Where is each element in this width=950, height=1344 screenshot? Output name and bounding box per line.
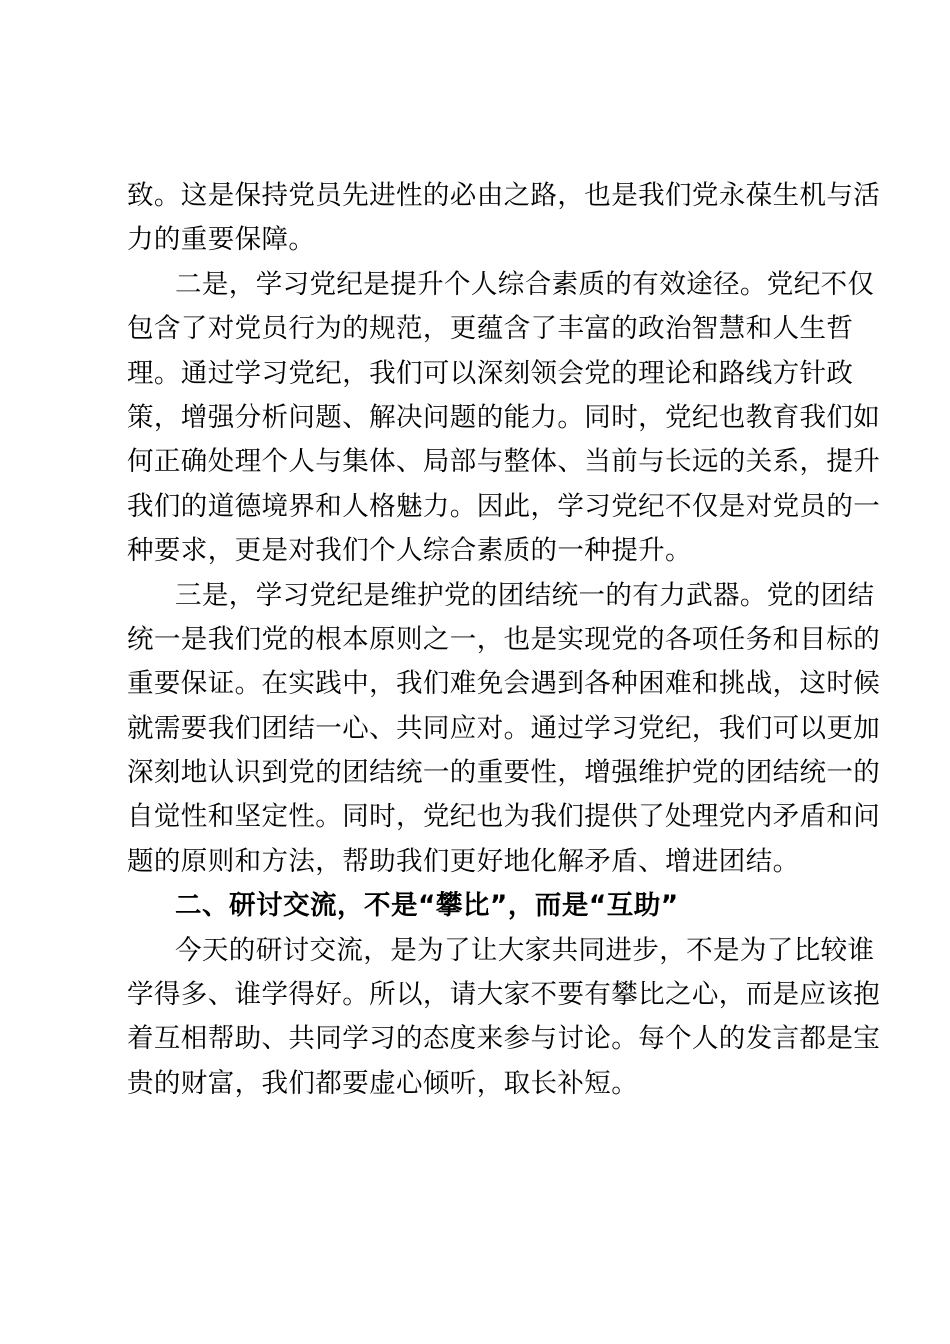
paragraph-third-point (127, 574, 881, 885)
document-body (127, 174, 881, 1106)
paragraph-discussion (127, 929, 881, 1107)
text-line: 我们的道德境界和人格魅力。因此，学习党纪不仅是对党员的一 (127, 490, 881, 522)
text-line: 着互相帮助、共同学习的态度来参与讨论。每个人的发言都是宝 (127, 1023, 881, 1055)
text-line: 深刻地认识到党的团结统一的重要性，增强维护党的团结统一的 (127, 757, 881, 789)
text-line: 就需要我们团结一心、共同应对。通过学习党纪，我们可以更加 (127, 712, 881, 744)
text-line: 今天的研讨交流，是为了让大家共同进步，不是为了比较谁 (175, 934, 875, 966)
text-line: 致。这是保持党员先进性的必由之路，也是我们党永葆生机与活 (127, 180, 881, 211)
text-line: 自觉性和坚定性。同时，党纪也为我们提供了处理党内矛盾和问 (127, 801, 881, 833)
text-line: 题的原则和方法，帮助我们更好地化解矛盾、增进团结。 (127, 845, 800, 877)
text-line: 二是，学习党纪是提升个人综合素质的有效途径。党纪不仅 (175, 268, 875, 300)
paragraph-continuation (127, 174, 881, 263)
text-line: 策，增强分析问题、解决问题的能力。同时，党纪也教育我们如 (127, 401, 881, 433)
text-line: 三是，学习党纪是维护党的团结统一的有力武器。党的团结 (175, 579, 875, 611)
text-line: 理。通过学习党纪，我们可以深刻领会党的理论和路线方针政 (127, 357, 854, 389)
text-line: 重要保证。在实践中，我们难免会遇到各种困难和挑战，这时候 (127, 668, 881, 700)
section-heading (127, 884, 832, 928)
text-line: 学得多、谁学得好。所以，请大家不要有攀比之心，而是应该抱 (127, 979, 881, 1011)
text-line: 何正确处理个人与集体、局部与整体、当前与长远的关系，提升 (127, 446, 881, 478)
paragraph-second-point (127, 263, 881, 574)
text-line: 统一是我们党的根本原则之一，也是实现党的各项任务和目标的 (127, 623, 881, 655)
text-line: 力的重要保障。 (127, 224, 316, 256)
section-heading-text: 二、研讨交流，不是“攀比”，而是“互助” (175, 890, 679, 922)
text-line: 包含了对党员行为的规范，更蕴含了丰富的政治智慧和人生哲 (127, 313, 854, 345)
text-line: 种要求，更是对我们个人综合素质的一种提升。 (127, 535, 692, 567)
text-line: 贵的财富，我们都要虚心倾听，取长补短。 (127, 1067, 639, 1099)
